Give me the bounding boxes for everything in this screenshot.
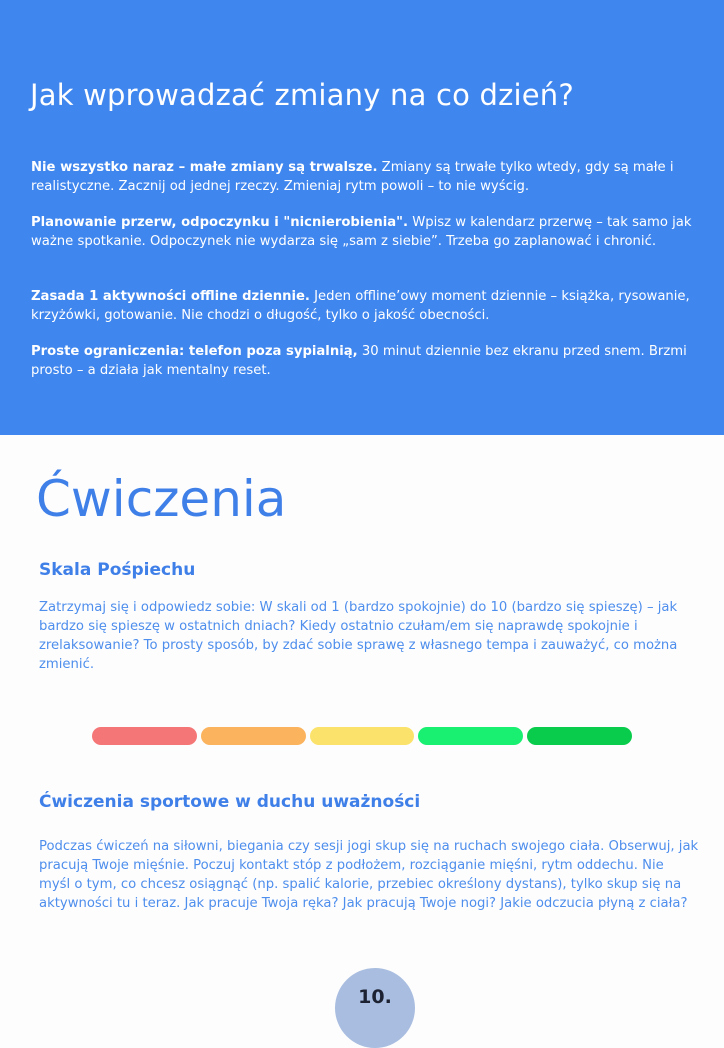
tip-text: 30 minut dziennie bez ekranu przed snem. Brzmi prosto – a działa jak mentalny reset. — [31, 344, 687, 378]
scale-segment — [310, 727, 415, 745]
page-number: 10. — [358, 986, 392, 1008]
tip-lead: Nie wszystko naraz – małe zmiany są trwalsze. — [31, 160, 378, 175]
mindful-sport-text: Podczas ćwiczeń na siłowni, biegania czy sesji jogi skup się na ruchach swojego ciała. Obserwuj, jak pracują Twoje mięśnie. Poczuj kontakt stóp z podłożem, rozciąganie mięśni, rytm oddechu. Nie myśl o tym, co chcesz osiągnąć (np. spalić kalorie, przebiec określony dystans), tylko skup się na aktywności tu i teraz. Jak pracuje Twoja ręka? Jak pracują Twoje nogi? Jakie odczucia płyną z ciała? — [39, 839, 699, 911]
tip-paragraph — [31, 213, 699, 251]
tip-lead: Proste ograniczenia: telefon poza sypialnią, — [31, 344, 358, 359]
tip-lead: Planowanie przerw, odpoczynku i "nicnierobienia". — [31, 215, 409, 230]
tip-paragraph — [31, 342, 699, 380]
tip-paragraph — [31, 287, 699, 325]
tip-text: Jeden offline’owy moment dziennie – książka, rysowanie, krzyżówki, gotowanie. Nie chodzi o długość, tylko o jakość obecności. — [31, 289, 690, 323]
tip-paragraph — [31, 158, 699, 196]
tip-lead: Zasada 1 aktywności offline dziennie. — [31, 289, 310, 304]
scale-segment — [527, 727, 632, 745]
tip-text: Wpisz w kalendarz przerwę – tak samo jak ważne spotkanie. Odpoczynek nie wydarza się „sam z siebie”. Trzeba go zaplanować i chronić. — [31, 215, 692, 249]
scale-segment — [418, 727, 523, 745]
intro-title: Jak wprowadzać zmiany na co dzień? — [30, 78, 574, 112]
hurry-scale-bar — [92, 727, 632, 745]
scale-segment — [201, 727, 306, 745]
scale-segment — [92, 727, 197, 745]
tip-text: Zmiany są trwałe tylko wtedy, gdy są małe i realistyczne. Zacznij od jednej rzeczy. Zmieniaj rytm powoli – to nie wyścig. — [31, 160, 674, 194]
hurry-scale-heading: Skala Pośpiechu — [39, 560, 196, 580]
mindful-sport-heading: Ćwiczenia sportowe w duchu uważności — [39, 792, 421, 812]
page-number-badge — [335, 968, 415, 1048]
intro-section — [0, 0, 724, 435]
exercises-heading: Ćwiczenia — [36, 470, 287, 528]
hurry-scale-text: Zatrzymaj się i odpowiedz sobie: W skali od 1 (bardzo spokojnie) do 10 (bardzo się spieszę) – jak bardzo się spieszę w ostatnich dniach? Kiedy ostatnio czułam/em się naprawdę spokojnie i zrelaksowanie? To prosty sposób, by zdać sobie sprawę z własnego tempa i zauważyć, co można zmienić. — [39, 600, 678, 672]
